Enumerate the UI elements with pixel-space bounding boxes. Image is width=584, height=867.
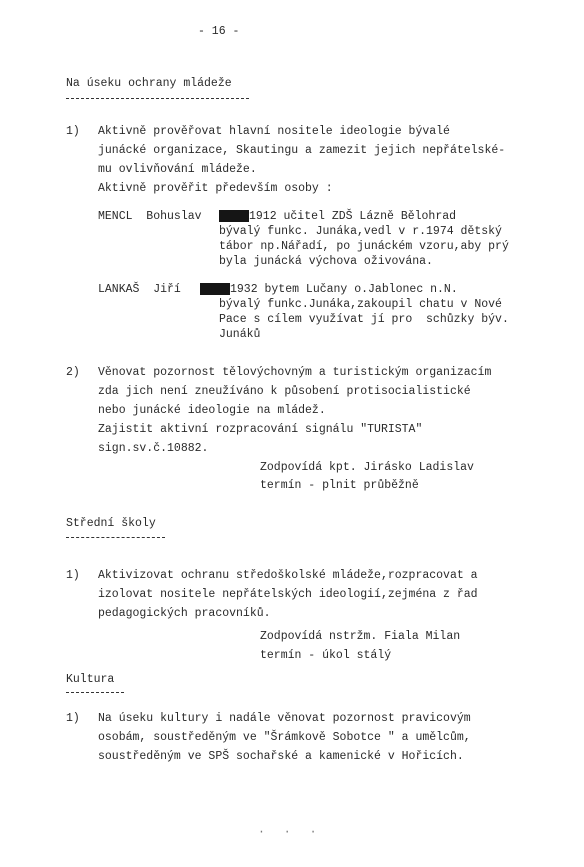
section-heading-culture: Kultura bbox=[66, 673, 115, 686]
person-detail: byla junácká výchova oživována. bbox=[219, 255, 433, 268]
item-number: 2) bbox=[66, 366, 80, 379]
section-heading-youth: Na úseku ochrany mládeže bbox=[66, 77, 232, 90]
paragraph-line: Aktivně prověřit především osoby : bbox=[98, 182, 333, 195]
heading-underline bbox=[66, 98, 249, 99]
paragraph-line: Věnovat pozornost tělovýchovným a turistickým organizacím bbox=[98, 366, 492, 379]
paragraph-line: nebo junácké ideologie na mládež. bbox=[98, 404, 326, 417]
person-detail: tábor np.Nářadí, po junáckém vzoru,aby prý bbox=[219, 240, 509, 253]
person-detail: bývalý funkc. Junáka,vedl v r.1974 dětský bbox=[219, 225, 502, 238]
section-heading-schools: Střední školy bbox=[66, 517, 156, 530]
page-number: - 16 - bbox=[198, 25, 240, 38]
heading-underline bbox=[66, 537, 165, 538]
paragraph-line: mu ovlivňování mládeže. bbox=[98, 163, 257, 176]
paragraph-line: Aktivizovat ochranu středoškolské mládeže,rozpracovat a bbox=[98, 569, 478, 582]
paragraph-line: Na úseku kultury i nadále věnovat pozornost pravicovým bbox=[98, 712, 471, 725]
term-line: termín - plnit průběžně bbox=[260, 479, 419, 492]
paragraph-line: Aktivně prověřovat hlavní nositele ideologie bývalé bbox=[98, 125, 450, 138]
paragraph-line: junácké organizace, Skautingu a zamezit jejich nepřátelské- bbox=[98, 144, 506, 157]
redacted-block bbox=[200, 283, 230, 298]
person-detail: 1912 učitel ZDŠ Lázně Bělohrad bbox=[249, 210, 457, 223]
redacted-block bbox=[219, 210, 249, 225]
paragraph-line: soustředěným ve SPŠ sochařské a kamenické v Hořicích. bbox=[98, 750, 464, 763]
responsible-line: Zodpovídá nstržm. Fiala Milan bbox=[260, 630, 461, 643]
item-number: 1) bbox=[66, 125, 80, 138]
person-name: MENCL Bohuslav bbox=[98, 210, 202, 223]
paragraph-line: sign.sv.č.10882. bbox=[98, 442, 209, 455]
item-number: 1) bbox=[66, 712, 80, 725]
paragraph-line: pedagogických pracovníků. bbox=[98, 607, 271, 620]
term-line: termín - úkol stálý bbox=[260, 649, 392, 662]
page-continuation-dots: · · · bbox=[258, 826, 323, 839]
item-number: 1) bbox=[66, 569, 80, 582]
person-detail: 1932 bytem Lučany o.Jablonec n.N. bbox=[230, 283, 458, 296]
person-detail: Junáků bbox=[219, 328, 261, 341]
heading-underline bbox=[66, 692, 124, 693]
person-name: LANKAŠ Jiří bbox=[98, 283, 181, 296]
person-detail: bývalý funkc.Junáka,zakoupil chatu v Nové bbox=[219, 298, 502, 311]
paragraph-line: osobám, soustředěným ve "Šrámkově Sobotce " a umělcům, bbox=[98, 731, 471, 744]
paragraph-line: zda jich není zneužíváno k působení protisocialistické bbox=[98, 385, 471, 398]
paragraph-line: izolovat nositele nepřátelských ideologií,zejména z řad bbox=[98, 588, 478, 601]
paragraph-line: Zajistit aktivní rozpracování signálu "TURISTA" bbox=[98, 423, 423, 436]
responsible-line: Zodpovídá kpt. Jirásko Ladislav bbox=[260, 461, 474, 474]
person-detail: Pace s cílem využívat jí pro schůzky býv. bbox=[219, 313, 509, 326]
